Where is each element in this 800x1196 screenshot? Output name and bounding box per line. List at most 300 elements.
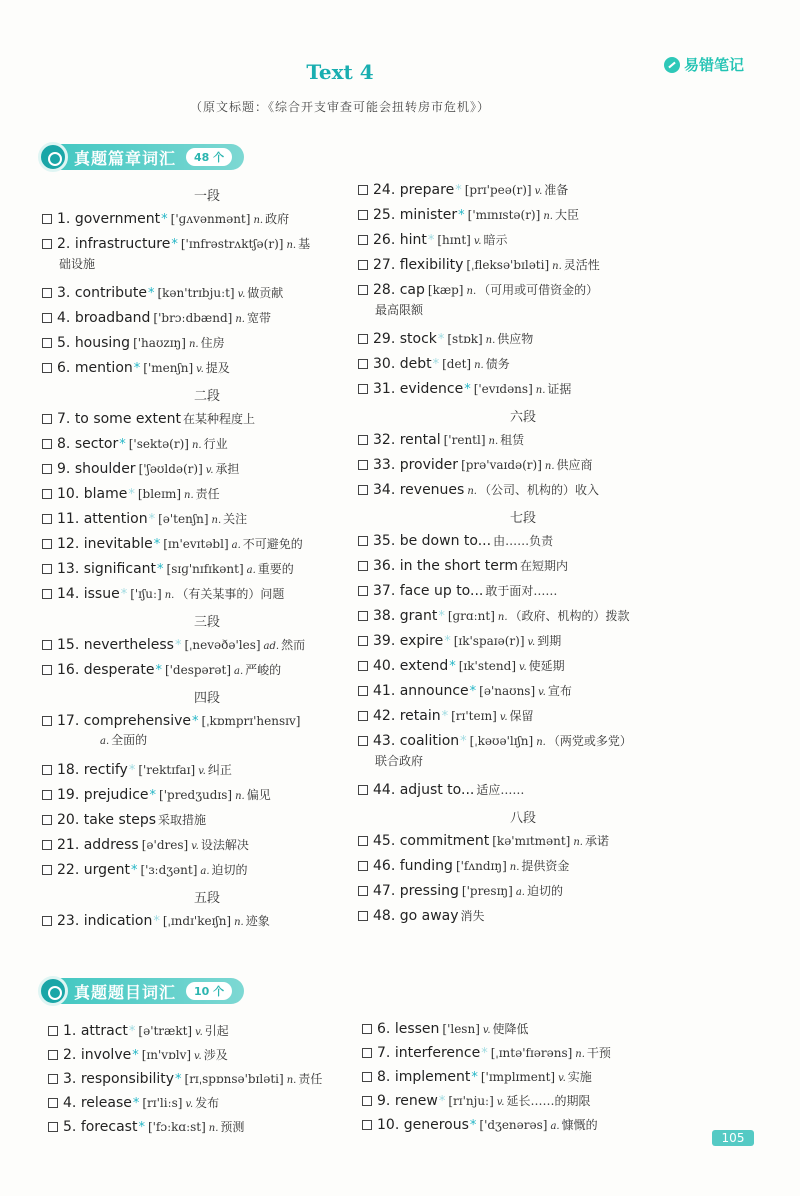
vocab-item <box>42 912 372 937</box>
definition: 采取措施 <box>158 813 207 827</box>
part-of-speech: n. <box>573 837 583 848</box>
vocab-entry <box>57 460 372 480</box>
star-icon: * <box>458 208 465 223</box>
vocab-entry <box>57 761 372 781</box>
star-icon: * <box>469 684 477 699</box>
checkbox[interactable] <box>42 414 52 424</box>
checkbox[interactable] <box>358 836 368 846</box>
vocab-entry <box>57 861 372 881</box>
vocab-item <box>42 435 372 460</box>
part-of-speech: n. <box>211 515 222 526</box>
definition: 使降低 <box>492 1022 529 1036</box>
checkbox[interactable] <box>358 886 368 896</box>
star-icon: * <box>147 286 155 301</box>
phonetic: ['haʊzɪŋ] <box>133 336 186 350</box>
item-number: 43. <box>373 733 400 749</box>
vocab-item <box>358 181 688 206</box>
definition: 发布 <box>195 1096 220 1110</box>
checkbox[interactable] <box>358 359 368 369</box>
checkbox[interactable] <box>42 214 52 224</box>
checkbox[interactable] <box>42 790 52 800</box>
vocab-word: provider <box>399 457 459 473</box>
part-of-speech: v. <box>538 687 546 698</box>
paragraph-heading: 八段 <box>509 811 536 826</box>
vocab-item <box>48 1022 378 1046</box>
definition: 由……负责 <box>493 534 554 548</box>
vocab-word: broadband <box>74 310 151 326</box>
checkbox[interactable] <box>358 861 368 871</box>
vocab-entry <box>373 355 688 375</box>
vocab-entry <box>63 1070 378 1090</box>
part-of-speech: v. <box>519 662 527 673</box>
vocab-word: lessen <box>394 1021 440 1037</box>
checkbox[interactable] <box>48 1074 58 1084</box>
item-number: 40. <box>373 658 400 674</box>
checkbox[interactable] <box>42 815 52 825</box>
definition: 引起 <box>204 1024 229 1038</box>
phonetic: ['ɪnfrəstrʌktʃə(r)] <box>180 237 284 251</box>
checkbox[interactable] <box>42 716 52 726</box>
star-icon: * <box>128 1024 136 1039</box>
definition-continued <box>57 731 372 751</box>
definition: （政府、机构的）拨款 <box>509 609 630 623</box>
vocab-word: blame <box>83 486 128 502</box>
vocab-word: extend <box>399 658 449 674</box>
star-icon: * <box>469 1118 477 1133</box>
part-of-speech: n. <box>253 215 264 226</box>
star-icon: * <box>192 714 199 729</box>
item-number: 5. <box>57 335 75 351</box>
checkbox[interactable] <box>362 1096 372 1106</box>
definition: 实施 <box>567 1070 592 1084</box>
vocab-entry <box>377 1044 692 1064</box>
vocab-item <box>358 907 688 932</box>
vocab-word: mention <box>74 360 133 376</box>
checkbox[interactable] <box>42 288 52 298</box>
vocab-word: attract <box>80 1023 128 1039</box>
definition: 全面的 <box>111 733 148 747</box>
vocab-entry <box>373 707 688 727</box>
checkbox[interactable] <box>48 1098 58 1108</box>
vocab-entry <box>57 636 372 656</box>
vocab-entry <box>377 1092 692 1112</box>
definition: 干预 <box>586 1046 611 1060</box>
definition: 责任 <box>298 1072 323 1086</box>
part-of-speech: v. <box>473 236 482 247</box>
checkbox[interactable] <box>358 911 368 921</box>
vocab-entry <box>373 857 688 877</box>
checkbox[interactable] <box>42 665 52 675</box>
item-number: 23. <box>57 913 84 929</box>
part-of-speech: a. <box>231 540 241 551</box>
section-header-questions <box>40 978 244 1004</box>
vocab-entry <box>57 334 372 354</box>
vocab-entry <box>373 206 688 226</box>
checkbox[interactable] <box>358 460 368 470</box>
phonetic: [ˌnevəðə'les] <box>184 638 261 652</box>
star-icon: * <box>133 361 141 376</box>
vocab-item <box>358 380 688 405</box>
vocab-word: prepare <box>399 182 455 198</box>
part-of-speech: a. <box>515 887 525 898</box>
vocab-entry <box>373 380 688 400</box>
phonetic: [ɪk'spaɪə(r)] <box>453 634 525 648</box>
vocab-entry <box>373 181 688 201</box>
definition: 联合政府 <box>375 754 424 768</box>
definition: 大臣 <box>554 208 579 222</box>
item-number: 9. <box>57 461 75 477</box>
item-number: 39. <box>373 633 400 649</box>
brand-label: 易错笔记 <box>684 56 745 74</box>
vocab-entry <box>57 359 372 379</box>
checkbox[interactable] <box>362 1024 372 1034</box>
question-vocab-right <box>362 1020 692 1140</box>
definition: 纠正 <box>207 763 232 777</box>
checkbox[interactable] <box>42 514 52 524</box>
item-number: 37. <box>373 583 400 599</box>
vocab-word: issue <box>83 586 120 602</box>
vocab-entry <box>63 1118 378 1138</box>
part-of-speech: n. <box>467 486 477 497</box>
phonetic: [ˌfleksə'bɪləti] <box>466 258 550 272</box>
vocab-word: forecast <box>80 1119 138 1135</box>
definition: 设法解决 <box>200 838 249 852</box>
checkbox[interactable] <box>358 185 368 195</box>
section-title: 真题篇章词汇 <box>74 148 177 168</box>
checkbox[interactable] <box>362 1048 372 1058</box>
definition: 提供资金 <box>521 859 570 873</box>
item-number: 3. <box>63 1071 81 1087</box>
item-number: 4. <box>57 310 75 326</box>
vocab-item <box>42 811 372 836</box>
vocab-word: involve <box>80 1047 132 1063</box>
phonetic: [det] <box>442 357 472 371</box>
definition: 严峻的 <box>245 663 282 677</box>
checkbox[interactable] <box>42 765 52 775</box>
item-number: 47. <box>373 883 400 899</box>
section-title: 真题题目词汇 <box>74 982 177 1002</box>
item-number: 33. <box>373 457 400 473</box>
vocab-word: significant <box>83 561 157 577</box>
vocab-entry <box>57 435 372 455</box>
definition: 宽带 <box>246 311 271 325</box>
star-icon: * <box>444 634 451 649</box>
part-of-speech: v. <box>191 841 199 852</box>
definition: （有关某事的）问题 <box>176 587 285 601</box>
vocab-entry <box>373 682 688 702</box>
item-number: 42. <box>373 708 400 724</box>
checkbox[interactable] <box>42 564 52 574</box>
vocab-item <box>358 281 688 330</box>
vocab-entry <box>57 786 372 806</box>
vocab-word: desperate <box>83 662 155 678</box>
checkbox[interactable] <box>358 686 368 696</box>
item-number: 30. <box>373 356 400 372</box>
definition: 在短期内 <box>520 559 569 573</box>
vocab-word: commitment <box>399 833 490 849</box>
checkbox[interactable] <box>358 210 368 220</box>
checkbox[interactable] <box>358 711 368 721</box>
part-of-speech: n. <box>191 440 202 451</box>
item-number: 15. <box>57 637 84 653</box>
phonetic: [sɪɡ'nɪfɪkənt] <box>166 562 244 576</box>
checkbox[interactable] <box>358 736 368 746</box>
vocab-word: pressing <box>399 883 459 899</box>
item-number: 44. <box>373 782 400 798</box>
item-number: 19. <box>57 787 84 803</box>
checkbox[interactable] <box>358 561 368 571</box>
definition: 住房 <box>200 336 225 350</box>
search-icon <box>38 976 68 1006</box>
star-icon: * <box>120 587 128 602</box>
search-icon <box>38 142 68 172</box>
part-of-speech: v. <box>198 766 206 777</box>
vocab-entry <box>57 309 372 329</box>
vocab-word: to some extent <box>74 411 181 427</box>
item-number: 29. <box>373 331 400 347</box>
phonetic: [ə'trækt] <box>138 1024 193 1038</box>
item-number: 20. <box>57 812 84 828</box>
item-number: 2. <box>63 1047 81 1063</box>
vocab-word: shoulder <box>74 461 136 477</box>
checkbox[interactable] <box>42 338 52 348</box>
vocab-item <box>42 309 372 334</box>
vocab-word: expire <box>399 633 444 649</box>
star-icon: * <box>155 663 162 678</box>
star-icon: * <box>464 382 471 397</box>
definition: 础设施 <box>59 257 96 271</box>
checkbox[interactable] <box>358 384 368 394</box>
star-icon: * <box>132 1048 139 1063</box>
definition: 敢于面对…… <box>485 584 558 598</box>
star-icon: * <box>171 237 178 252</box>
star-icon: * <box>175 1072 182 1087</box>
part-of-speech: n. <box>575 1049 585 1060</box>
vocab-item <box>42 585 372 610</box>
vocab-item <box>358 582 688 607</box>
checkbox[interactable] <box>358 611 368 621</box>
vocab-word: minister <box>399 207 458 223</box>
item-number: 10. <box>377 1117 404 1133</box>
phonetic: [rɪˌspɒnsə'bɪləti] <box>184 1072 284 1086</box>
part-of-speech: n. <box>188 339 199 350</box>
vocab-item <box>358 330 688 355</box>
star-icon: * <box>460 734 467 749</box>
star-icon: * <box>128 487 135 502</box>
checkbox[interactable] <box>42 865 52 875</box>
definition: （公司、机构的）收入 <box>478 483 599 497</box>
vocab-word: retain <box>399 708 441 724</box>
vocab-word: responsibility <box>80 1071 175 1087</box>
checkbox[interactable] <box>358 485 368 495</box>
vocab-word: grant <box>399 608 438 624</box>
checkbox[interactable] <box>42 489 52 499</box>
phonetic: [ˌkɒmprɪ'hensɪv] <box>201 714 301 728</box>
definition: 宣布 <box>547 684 572 698</box>
vocab-item <box>42 761 372 786</box>
star-icon: * <box>174 638 182 653</box>
checkbox[interactable] <box>42 539 52 549</box>
part-of-speech: n. <box>497 612 508 623</box>
definition: 债务 <box>485 357 510 371</box>
checkbox[interactable] <box>362 1120 372 1130</box>
page-number: 105 <box>712 1130 754 1146</box>
vocab-entry <box>373 781 688 799</box>
vocab-item <box>358 607 688 632</box>
item-number: 6. <box>377 1021 395 1037</box>
vocab-entry <box>373 657 688 677</box>
vocab-item <box>42 636 372 661</box>
checkbox[interactable] <box>358 235 368 245</box>
part-of-speech: a. <box>234 666 244 677</box>
phonetic: ['presɪŋ] <box>461 884 513 898</box>
checkbox[interactable] <box>42 916 52 926</box>
count-badge: 48 个 <box>186 148 232 166</box>
item-number: 8. <box>57 436 75 452</box>
phonetic: ['ɡʌvənmənt] <box>170 212 251 226</box>
definition: 租赁 <box>500 433 525 447</box>
vocab-item <box>358 431 688 456</box>
definition: 迹象 <box>245 914 270 928</box>
vocab-word: coalition <box>399 733 460 749</box>
definition: 做贡献 <box>247 286 284 300</box>
item-number: 32. <box>373 432 400 448</box>
definition: 基 <box>298 237 311 251</box>
phonetic: [ɡrɑːnt] <box>447 609 495 623</box>
vocab-item <box>42 510 372 535</box>
vocab-entry <box>373 481 688 501</box>
definition: 迫切的 <box>526 884 563 898</box>
part-of-speech: n. <box>474 360 484 371</box>
vocab-word: debt <box>399 356 432 372</box>
checkbox[interactable] <box>48 1122 58 1132</box>
checkbox[interactable] <box>358 334 368 344</box>
item-number: 7. <box>57 411 75 427</box>
vocab-word: evidence <box>399 381 464 397</box>
part-of-speech: ad. <box>263 641 280 652</box>
definition-continued <box>373 752 688 770</box>
vocab-word: rental <box>399 432 441 448</box>
item-number: 1. <box>57 211 75 227</box>
part-of-speech: n. <box>509 862 520 873</box>
checkbox[interactable] <box>358 661 368 671</box>
phonetic: [ə'dres] <box>141 838 189 852</box>
phonetic: [ɪk'stend] <box>458 659 516 673</box>
checkbox[interactable] <box>358 435 368 445</box>
part-of-speech: v. <box>534 186 543 197</box>
checkbox[interactable] <box>42 239 52 249</box>
checkbox[interactable] <box>358 536 368 546</box>
definition: 偏见 <box>246 788 271 802</box>
phonetic: [prɪ'peə(r)] <box>464 183 532 197</box>
star-icon: * <box>130 863 138 878</box>
vocab-entry <box>373 431 688 451</box>
vocab-item <box>358 857 688 882</box>
vocab-word: announce <box>399 683 469 699</box>
checkbox[interactable] <box>358 586 368 596</box>
vocab-entry <box>373 330 688 350</box>
vocab-word: address <box>83 837 139 853</box>
item-number: 6. <box>57 360 75 376</box>
checkbox[interactable] <box>42 363 52 373</box>
vocab-entry <box>57 912 372 932</box>
phonetic: ['ɪʃuː] <box>130 587 162 601</box>
definition: （可用或可借资金的） <box>478 283 599 297</box>
item-number: 12. <box>57 536 84 552</box>
vocab-entry <box>373 832 688 852</box>
checkbox[interactable] <box>42 439 52 449</box>
vocab-item <box>358 532 688 557</box>
checkbox[interactable] <box>358 285 368 295</box>
star-icon: * <box>449 659 456 674</box>
vocab-entry <box>373 456 688 476</box>
part-of-speech: n. <box>536 737 546 748</box>
vocab-word: revenues <box>399 482 465 498</box>
checkbox[interactable] <box>42 313 52 323</box>
vocab-entry <box>373 732 688 770</box>
checkbox[interactable] <box>362 1072 372 1082</box>
checkbox[interactable] <box>48 1026 58 1036</box>
checkbox[interactable] <box>358 785 368 795</box>
vocab-entry <box>57 811 372 829</box>
vocab-word: urgent <box>83 862 130 878</box>
phonetic: ['despərət] <box>164 663 231 677</box>
vocab-item <box>42 460 372 485</box>
definition: 在某种程度上 <box>183 412 256 426</box>
vocab-entry <box>373 231 688 251</box>
checkbox[interactable] <box>48 1050 58 1060</box>
phonetic: [rɪ'liːs] <box>142 1096 183 1110</box>
phonetic: [rɪ'teɪn] <box>451 709 497 723</box>
part-of-speech: n. <box>286 240 297 251</box>
count-badge: 10 个 <box>186 982 232 1000</box>
item-number: 18. <box>57 762 84 778</box>
checkbox[interactable] <box>42 840 52 850</box>
definition: 灵活性 <box>563 258 600 272</box>
checkbox[interactable] <box>358 260 368 270</box>
checkbox[interactable] <box>42 464 52 474</box>
item-number: 5. <box>63 1119 81 1135</box>
vocab-entry <box>63 1094 378 1114</box>
vocab-item <box>42 560 372 585</box>
definition: 重要的 <box>257 562 294 576</box>
item-number: 14. <box>57 586 84 602</box>
phonetic: ['fɔːkɑːst] <box>147 1120 206 1134</box>
checkbox[interactable] <box>42 589 52 599</box>
star-icon: * <box>132 1096 140 1111</box>
item-number: 8. <box>377 1069 395 1085</box>
phonetic: [kə'mɪtmənt] <box>492 834 571 848</box>
part-of-speech: v. <box>196 364 204 375</box>
part-of-speech: a. <box>550 1121 560 1132</box>
vocab-column-right <box>358 181 688 932</box>
checkbox[interactable] <box>42 640 52 650</box>
vocab-word: prejudice <box>83 787 149 803</box>
star-icon: * <box>438 609 445 624</box>
part-of-speech: v. <box>237 289 246 300</box>
item-number: 27. <box>373 257 400 273</box>
item-number: 4. <box>63 1095 81 1111</box>
vocab-item <box>358 456 688 481</box>
paragraph-heading: 七段 <box>509 511 536 526</box>
item-number: 41. <box>373 683 400 699</box>
phonetic: ['dʒenərəs] <box>479 1118 548 1132</box>
definition: 政府 <box>265 212 290 226</box>
star-icon: * <box>441 709 449 724</box>
checkbox[interactable] <box>358 636 368 646</box>
phonetic: [stɒk] <box>447 332 483 346</box>
item-number: 11. <box>57 511 84 527</box>
